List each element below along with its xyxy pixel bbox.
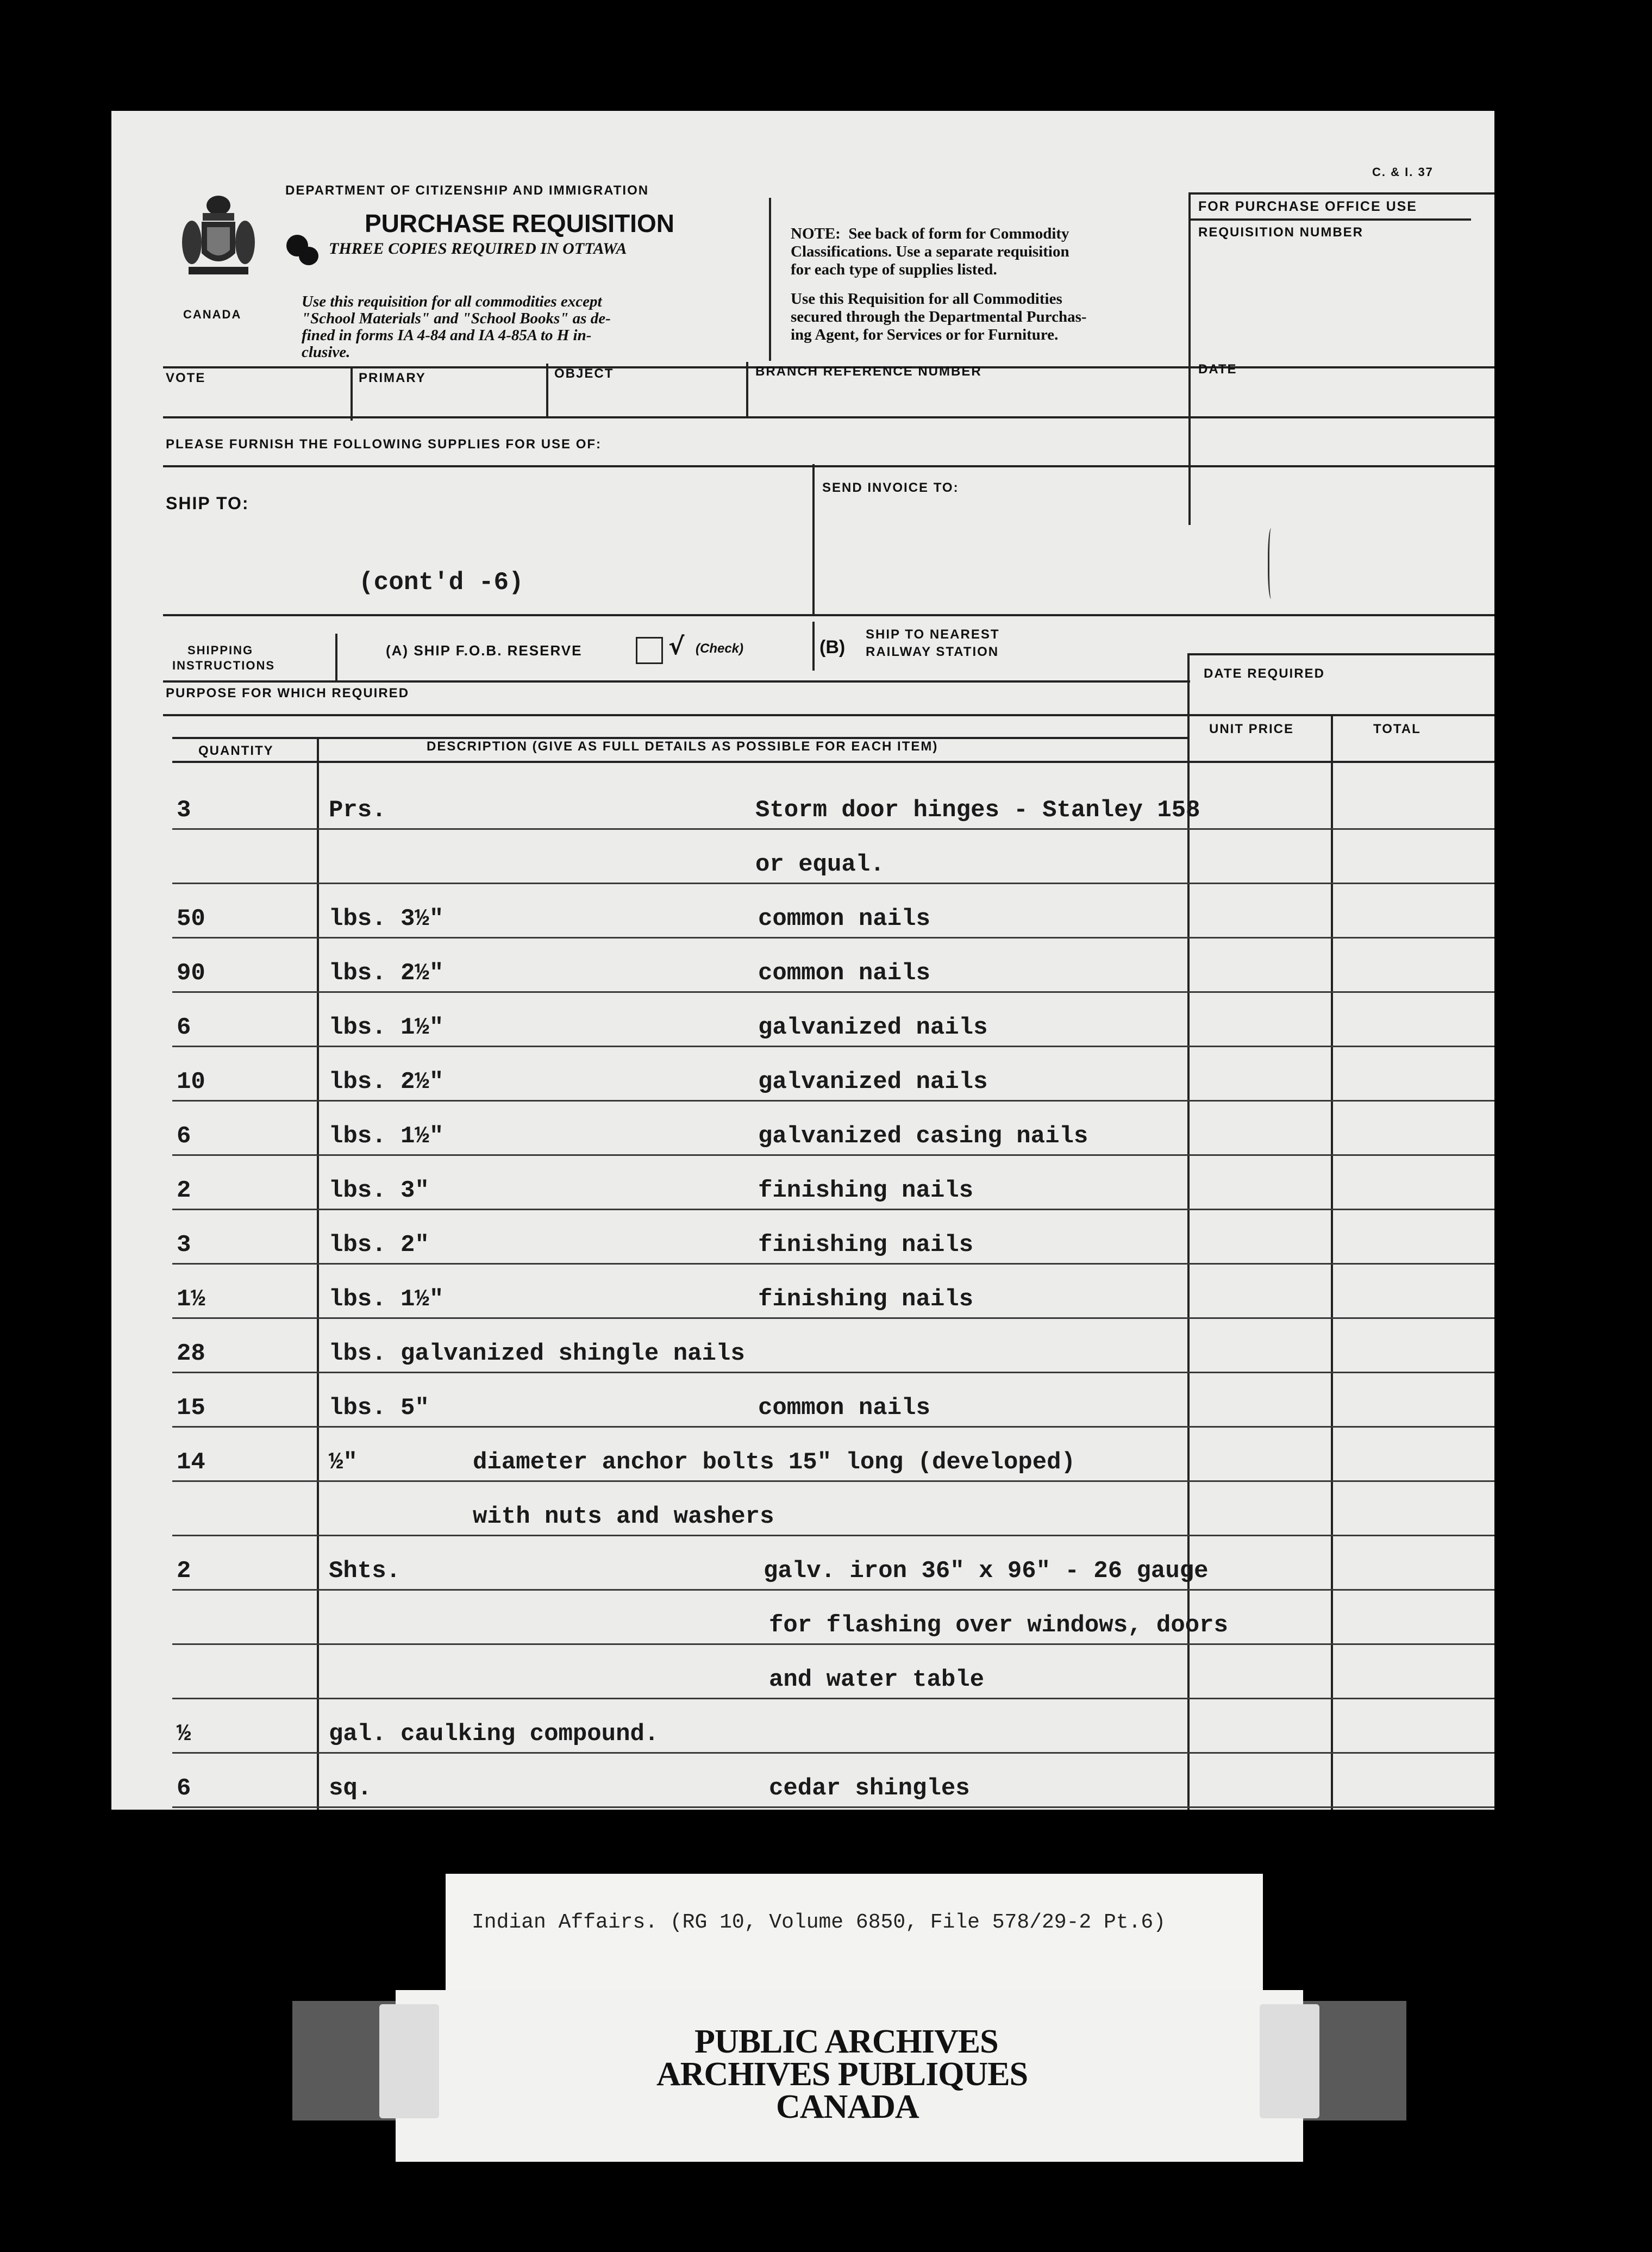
row-rule	[172, 828, 1494, 830]
stamp-clip	[379, 2004, 439, 2118]
row-description: galvanized casing nails	[758, 1123, 1088, 1150]
row-quantity: ½	[177, 1721, 191, 1748]
row-description: diameter anchor bolts 15" long (developed)	[473, 1449, 1075, 1476]
row-rule	[172, 1698, 1494, 1699]
row-description: common nails	[758, 1394, 930, 1422]
stamp-clip	[1260, 2004, 1319, 2118]
row-unit: lbs. 5"	[329, 1394, 429, 1422]
use-instructions-2: "School Materials" and "School Books" as de-	[302, 310, 611, 327]
row-rule	[172, 1480, 1494, 1482]
row-rule	[172, 1372, 1494, 1373]
row-rule	[172, 991, 1494, 993]
stamp-line-1: PUBLIC ARCHIVES	[694, 2023, 998, 2060]
row-unit: lbs. 3½"	[329, 905, 444, 933]
row-quantity: 28	[177, 1340, 205, 1367]
use-instructions-1: Use this requisition for all commodities except	[302, 293, 602, 310]
use-instructions-4: clusive.	[302, 343, 351, 361]
row-description: with nuts and washers	[473, 1503, 774, 1530]
archive-reference-card	[446, 1874, 1263, 1990]
use2-line-2: secured through the Departmental Purchas-	[791, 308, 1087, 326]
row-unit: Shts.	[329, 1557, 401, 1585]
col-unit-price: UNIT PRICE	[1209, 722, 1294, 736]
use2-line-3: ing Agent, for Services or for Furniture.	[791, 326, 1059, 343]
row-rule	[172, 1589, 1494, 1591]
row-unit: lbs. 2"	[329, 1231, 429, 1259]
row-quantity: 3	[177, 1231, 191, 1259]
row-quantity: 3	[177, 797, 191, 824]
row-unit: lbs. 1½"	[329, 1286, 444, 1313]
branch-reference-label: BRANCH REFERENCE NUMBER	[755, 364, 982, 379]
row-rule	[172, 1806, 1494, 1808]
col-description: DESCRIPTION (GIVE AS FULL DETAILS AS POSSIBLE FOR EACH ITEM)	[427, 739, 938, 754]
row-quantity: 6	[177, 1775, 191, 1802]
form-code: C. & I. 37	[1372, 165, 1434, 179]
vote-label: VOTE	[166, 371, 206, 385]
row-description: cedar shingles	[769, 1775, 970, 1802]
row-rule	[172, 1263, 1494, 1265]
row-description: finishing nails	[758, 1177, 974, 1204]
row-description: Storm door hinges - Stanley 158	[755, 797, 1200, 824]
row-unit: lbs. 1½"	[329, 1123, 444, 1150]
check-mark-icon: √	[668, 633, 685, 660]
row-description: finishing nails	[758, 1286, 974, 1313]
stamp-line-3: CANADA	[776, 2088, 919, 2125]
department-name: DEPARTMENT OF CITIZENSHIP AND IMMIGRATION	[285, 183, 649, 198]
row-unit: lbs. 2½"	[329, 1068, 444, 1096]
archive-stamp-card	[292, 1990, 1406, 2162]
row-unit: Prs.	[329, 797, 386, 824]
col-total: TOTAL	[1373, 722, 1421, 736]
row-description: or equal.	[755, 851, 885, 878]
primary-label: PRIMARY	[359, 371, 426, 385]
row-rule	[172, 1643, 1494, 1645]
row-description: for flashing over windows, doors	[769, 1612, 1228, 1639]
requisition-number-label: REQUISITION NUMBER	[1198, 225, 1364, 240]
shipping-label-2: INSTRUCTIONS	[172, 659, 275, 672]
date-required-label: DATE REQUIRED	[1204, 666, 1325, 681]
check-label: (Check)	[696, 641, 744, 656]
row-unit: ½"	[329, 1449, 358, 1476]
row-quantity: 10	[177, 1068, 205, 1096]
note-line-1: See back of form for Commodity	[848, 225, 1069, 242]
ship-nearest-1: SHIP TO NEAREST	[866, 627, 1000, 642]
row-description: finishing nails	[758, 1231, 974, 1259]
row-unit: lbs. 1½"	[329, 1014, 444, 1041]
send-invoice-label: SEND INVOICE TO:	[822, 480, 959, 495]
row-description: common nails	[758, 960, 930, 987]
row-rule	[172, 1209, 1494, 1210]
archive-reference: Indian Affairs. (RG 10, Volume 6850, File 578/29-2 Pt.6)	[472, 1911, 1166, 1934]
row-quantity: 90	[177, 960, 205, 987]
row-unit: gal. caulking compound.	[329, 1721, 659, 1748]
note-label: NOTE:	[791, 225, 841, 242]
note-line-3: for each type of supplies listed.	[791, 261, 997, 278]
copies-required: THREE COPIES REQUIRED IN OTTAWA	[329, 240, 627, 258]
ship-to-value: (cont'd -6)	[359, 568, 524, 597]
items-table	[111, 111, 1494, 1810]
object-label: OBJECT	[554, 366, 614, 381]
row-description: and water table	[769, 1666, 985, 1693]
canada-label: CANADA	[183, 308, 242, 321]
row-unit: lbs. 2½"	[329, 960, 444, 987]
ship-fob-reserve: (A) SHIP F.O.B. RESERVE	[386, 642, 583, 659]
row-rule	[172, 1317, 1494, 1319]
row-quantity: 6	[177, 1123, 191, 1150]
row-quantity: 2	[177, 1177, 191, 1204]
row-description: galv. iron 36" x 96" - 26 gauge	[764, 1557, 1209, 1585]
row-quantity: 2	[177, 1557, 191, 1585]
ship-b-label: (B)	[819, 637, 846, 658]
purchase-requisition-form	[111, 111, 1494, 1810]
purpose-label: PURPOSE FOR WHICH REQUIRED	[166, 686, 410, 700]
row-rule	[172, 1535, 1494, 1536]
row-description: common nails	[758, 905, 930, 933]
ship-nearest-2: RAILWAY STATION	[866, 645, 999, 659]
row-quantity: 50	[177, 905, 205, 933]
row-rule	[172, 1154, 1494, 1156]
col-quantity: QUANTITY	[198, 743, 274, 758]
row-rule	[172, 937, 1494, 939]
use-instructions-3: fined in forms IA 4-84 and IA 4-85A to H in-	[302, 327, 592, 344]
ship-to-label: SHIP TO:	[166, 493, 249, 513]
row-rule	[172, 883, 1494, 884]
row-rule	[172, 1426, 1494, 1428]
row-unit: lbs. 3"	[329, 1177, 429, 1204]
row-description: galvanized nails	[758, 1068, 988, 1096]
date-label: DATE	[1198, 362, 1237, 377]
stamp-line-2: ARCHIVES PUBLIQUES	[656, 2056, 1028, 2093]
row-quantity: 14	[177, 1449, 205, 1476]
row-quantity: 1½	[177, 1286, 205, 1313]
row-quantity: 6	[177, 1014, 191, 1041]
row-unit: sq.	[329, 1775, 372, 1802]
row-rule	[172, 1752, 1494, 1754]
row-unit: lbs. galvanized shingle nails	[329, 1340, 745, 1367]
note-line-2: Classifications. Use a separate requisition	[791, 243, 1069, 260]
use2-line-1: Use this Requisition for all Commodities	[791, 290, 1062, 308]
row-description: galvanized nails	[758, 1014, 988, 1041]
row-rule	[172, 1046, 1494, 1047]
shipping-label-1: SHIPPING	[187, 643, 254, 657]
row-quantity: 15	[177, 1394, 205, 1422]
row-rule	[172, 1100, 1494, 1102]
furnish-label: PLEASE FURNISH THE FOLLOWING SUPPLIES FOR USE OF:	[166, 437, 602, 452]
purchase-office-label: FOR PURCHASE OFFICE USE	[1198, 199, 1417, 214]
form-title: PURCHASE REQUISITION	[365, 209, 674, 237]
